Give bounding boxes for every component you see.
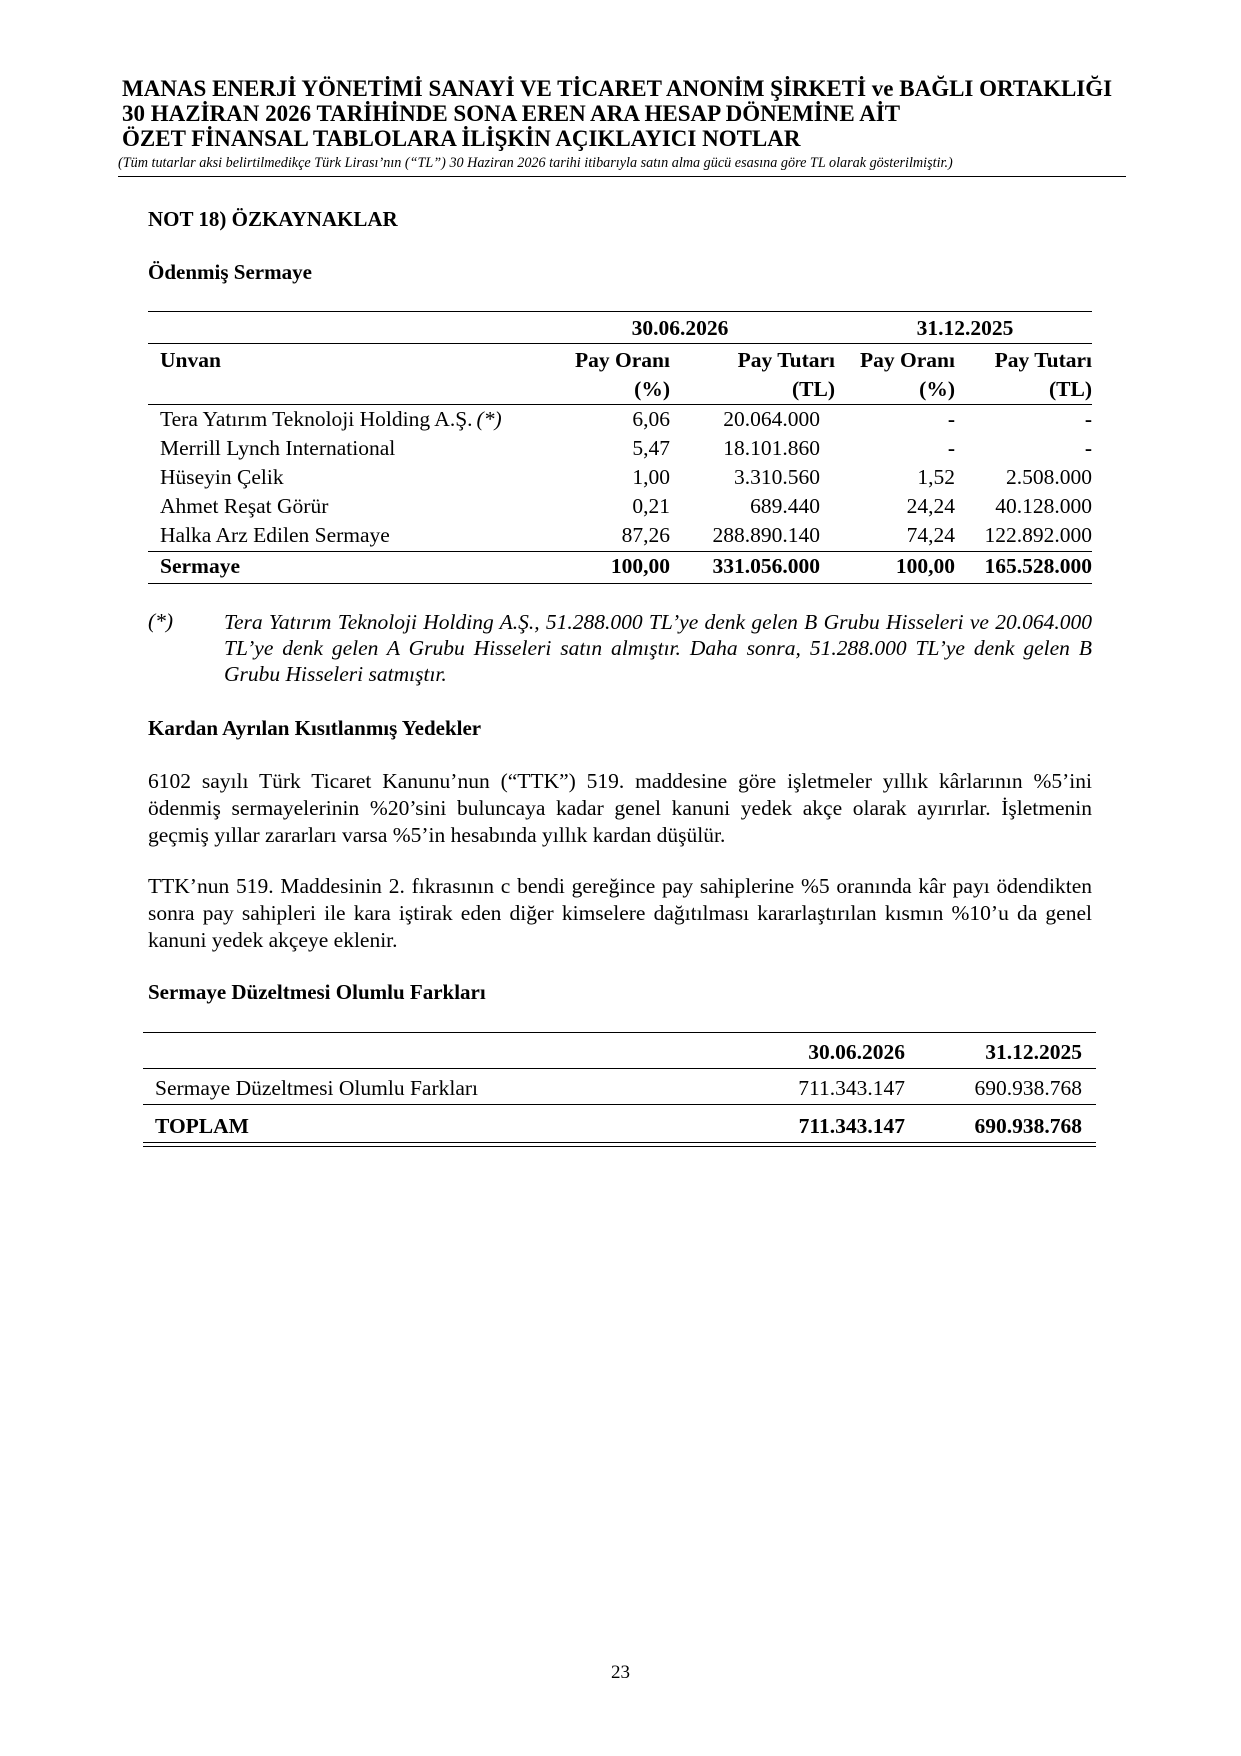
- total-amount-2026: 331.056.000: [712, 554, 820, 578]
- amount-2026: 20.064.000: [723, 407, 820, 431]
- period-header-2: 31.12.2025: [916, 316, 1014, 340]
- amount-2026: 689.440: [750, 494, 820, 518]
- note-title: NOT 18) ÖZKAYNAKLAR: [148, 207, 398, 231]
- col-header-ratio-2-unit: (%): [919, 377, 955, 401]
- col-header-ratio-2: Pay Oranı: [860, 348, 955, 372]
- capital-adjustment-heading: Sermaye Düzeltmesi Olumlu Farkları: [148, 980, 486, 1004]
- amount-2025: -: [1084, 407, 1092, 431]
- amount-2025: 2.508.000: [1006, 465, 1092, 489]
- ca-row-2025: 690.938.768: [974, 1076, 1082, 1100]
- report-subtitle: (Tüm tutarlar aksi belirtilmedikçe Türk Lirası’nın (“TL”) 30 Haziran 2026 tarihi itibarıyla satın alma gücü esasına göre TL olarak gösterilmiştir.): [118, 155, 953, 171]
- total-top-rule: [148, 551, 1092, 552]
- ratio-2025: -: [947, 436, 955, 460]
- report-title-line3: ÖZET FİNANSAL TABLOLARA İLİŞKİN AÇIKLAYICI NOTLAR: [122, 126, 801, 151]
- ratio-2026: 6,06: [632, 407, 670, 431]
- ratio-2025: 24,24: [906, 494, 955, 518]
- col-header-title: Unvan: [160, 348, 221, 372]
- ca-total-2025: 690.938.768: [974, 1114, 1082, 1138]
- total-ratio-2025: 100,00: [895, 554, 955, 578]
- amount-2026: 18.101.860: [723, 436, 820, 460]
- amount-2025: 40.128.000: [995, 494, 1092, 518]
- ratio-2026: 87,26: [621, 523, 670, 547]
- col-header-amount-1: Pay Tutarı: [737, 348, 835, 372]
- ratio-2025: 1,52: [917, 465, 955, 489]
- ca-total-bottom-rule-2: [143, 1146, 1096, 1147]
- amount-2025: -: [1084, 436, 1092, 460]
- total-label: Sermaye: [160, 554, 240, 578]
- ca-period-header-1: 30.06.2026: [808, 1040, 905, 1064]
- ratio-2025: 74,24: [906, 523, 955, 547]
- table-row: [160, 407, 502, 432]
- shareholder-name: Tera Yatırım Teknoloji Holding A.Ş.: [160, 407, 473, 431]
- footnote-text: Tera Yatırım Teknoloji Holding A.Ş., 51.288.000 TL’ye denk gelen B Grubu Hisseleri ve 20.064.000 TL’ye denk gelen A Grubu Hisseleri satın almıştır. Daha sonra, 51.288.000 TL’ye denk gelen B Grubu Hisseleri satmıştır.: [224, 610, 1092, 686]
- total-amount-2025: 165.528.000: [984, 554, 1092, 578]
- col-header-ratio-1: Pay Oranı: [575, 348, 670, 372]
- ca-total-top-rule: [143, 1104, 1096, 1105]
- restricted-reserves-heading: Kardan Ayrılan Kısıtlanmış Yedekler: [148, 716, 482, 740]
- ca-header-rule: [143, 1068, 1096, 1069]
- ca-total-label: TOPLAM: [155, 1114, 249, 1138]
- ratio-2026: 5,47: [632, 436, 670, 460]
- ratio-2025: -: [947, 407, 955, 431]
- amount-2026: 3.310.560: [734, 465, 820, 489]
- ratio-2026: 1,00: [632, 465, 670, 489]
- ca-period-header-2: 31.12.2025: [985, 1040, 1082, 1064]
- report-title-line1: MANAS ENERJİ YÖNETİMİ SANAYİ VE TİCARET ANONİM ŞİRKETİ ve BAĞLI ORTAKLIĞI: [122, 76, 1113, 101]
- period-header-rule: [148, 343, 1092, 344]
- period-header-1: 30.06.2026: [631, 316, 729, 340]
- ratio-2026: 0,21: [632, 494, 670, 518]
- report-title-line2: 30 HAZİRAN 2026 TARİHİNDE SONA EREN ARA HESAP DÖNEMİNE AİT: [122, 101, 901, 126]
- paid-capital-heading: Ödenmiş Sermaye: [148, 260, 312, 284]
- amount-2026: 288.890.140: [712, 523, 820, 547]
- col-header-amount-1-unit: (TL): [792, 377, 835, 401]
- table-top-rule: [148, 311, 1092, 312]
- ca-row-2026: 711.343.147: [798, 1076, 905, 1100]
- footnote-ref: (*): [476, 407, 502, 431]
- col-header-amount-2: Pay Tutarı: [994, 348, 1092, 372]
- col-header-rule: [148, 404, 1092, 405]
- shareholder-name: Hüseyin Çelik: [160, 465, 284, 489]
- amount-2025: 122.892.000: [984, 523, 1092, 547]
- col-header-amount-2-unit: (TL): [1049, 377, 1092, 401]
- total-bottom-rule: [148, 583, 1092, 584]
- col-header-ratio-1-unit: (%): [634, 377, 670, 401]
- shareholder-name: Halka Arz Edilen Sermaye: [160, 523, 390, 547]
- ca-row-label: Sermaye Düzeltmesi Olumlu Farkları: [155, 1076, 479, 1100]
- total-ratio-2026: 100,00: [610, 554, 670, 578]
- shareholder-name: Ahmet Reşat Görür: [160, 494, 329, 518]
- shareholder-name: Merrill Lynch International: [160, 436, 396, 460]
- restricted-reserves-paragraph-1: 6102 sayılı Türk Ticaret Kanunu’nun (“TTK”) 519. maddesine göre işletmeler yıllık kârlarının %5’ini ödenmiş sermayelerinin %20’sini buluncaya kadar genel kanuni yedek akçe olarak ayırırlar. İşletmenin geçmiş yıllar zararları varsa %5’in hesabında yıllık kardan düşülür.: [148, 769, 1092, 847]
- page-number: 23: [611, 1662, 630, 1683]
- ca-total-2026: 711.343.147: [798, 1114, 905, 1138]
- restricted-reserves-paragraph-2: TTK’nun 519. Maddesinin 2. fıkrasının c bendi gereğince pay sahiplerine %5 oranında kâr payı ödendikten sonra pay sahipleri ile kara iştirak eden diğer kimselere dağıtılması kararlaştırılan kısmın %10’u da genel kanuni yedek akçeye eklenir.: [148, 874, 1092, 952]
- ca-total-bottom-rule-1: [143, 1142, 1096, 1143]
- ca-top-rule: [143, 1032, 1096, 1033]
- footnote-mark: (*): [148, 609, 174, 633]
- header-rule: [118, 176, 1126, 177]
